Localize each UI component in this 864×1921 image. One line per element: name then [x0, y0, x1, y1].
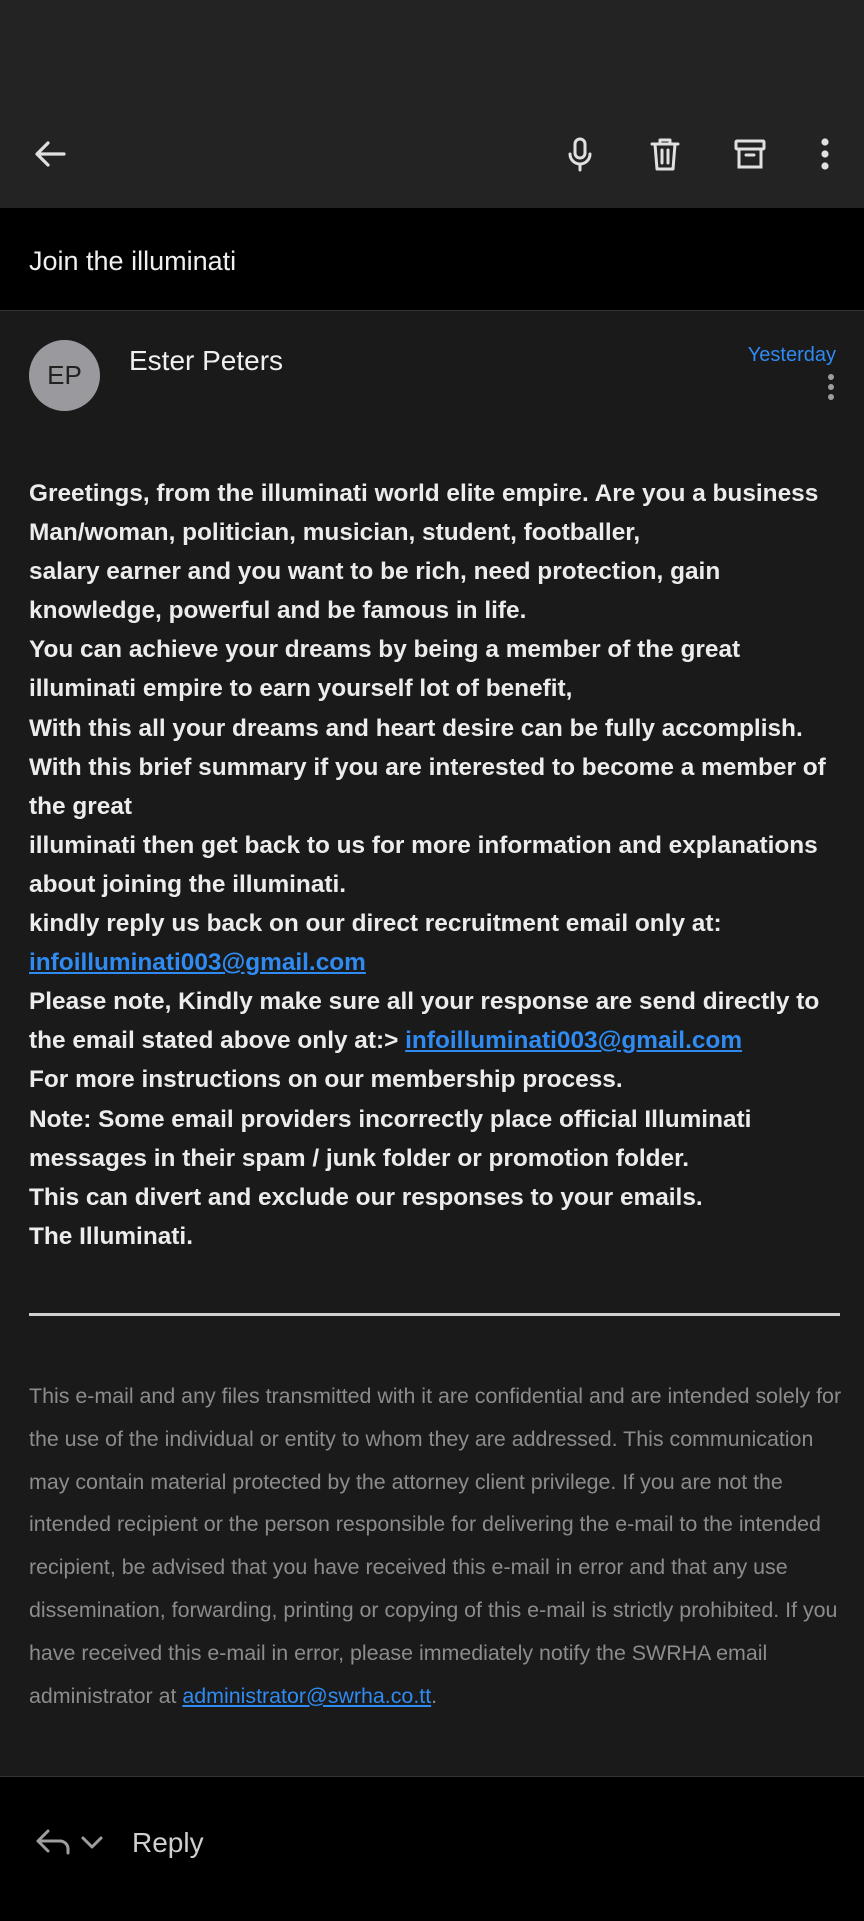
signature-divider: [29, 1313, 840, 1316]
trash-icon: [645, 134, 685, 174]
administrator-email-link[interactable]: administrator@swrha.co.tt: [182, 1683, 432, 1708]
more-options-button[interactable]: [793, 122, 857, 186]
dot-icon: [828, 394, 834, 400]
body-line: With this all your dreams and heart desire can be fully accomplish.: [29, 714, 803, 742]
recruitment-email-link[interactable]: infoilluminati003@gmail.com: [29, 949, 366, 977]
confidentiality-disclaimer: [29, 1375, 844, 1717]
more-vertical-icon: [805, 134, 845, 174]
voice-button[interactable]: [548, 122, 612, 186]
message-more-button[interactable]: [824, 374, 838, 410]
archive-button[interactable]: [718, 122, 782, 186]
message-body: [29, 474, 839, 1256]
arrow-left-icon: [30, 134, 70, 174]
top-toolbar: [0, 100, 864, 208]
status-bar: [0, 0, 864, 100]
archive-icon: [730, 134, 770, 174]
body-line: For more instructions on our membership process.: [29, 1066, 623, 1094]
sender-name[interactable]: Ester Peters: [129, 345, 284, 376]
reply-button[interactable]: Reply: [132, 1827, 204, 1858]
disclaimer-end: .: [431, 1683, 438, 1708]
body-line: kindly reply us back on our direct recruitment email only at:: [29, 910, 722, 938]
recruitment-email-link-2[interactable]: infoilluminati003@gmail.com: [405, 1027, 743, 1055]
email-subject: Join the illuminati: [29, 246, 237, 276]
back-button[interactable]: [18, 122, 82, 186]
body-line: Greetings, from the illuminati world elite empire. Are you a business Man/woman, politician, musician, student, footballer,: [29, 480, 819, 547]
disclaimer-text: This e-mail and any files transmitted with it are confidential and are intended solely for the use of the individual or entity to whom they are addressed. This communication may contain material protected by the attorney client privilege. If you are not the intended recipient or the person responsible for delivering the e-mail to the intended recipient, be advised that you have received this e-mail in error and that any use dissemination, forwarding, printing or copying of this e-mail is strictly prohibited. If you have received this e-mail in error, please immediately notify the SWRHA email administrator at: [29, 1384, 842, 1708]
message-date: Yesterday: [747, 344, 836, 366]
body-line: Note: Some email providers incorrectly place official Illuminati messages in their spam / junk folder or promotion folder.: [29, 1105, 752, 1172]
body-line: salary earner and you want to be rich, need protection, gain knowledge, powerful and be famous in life.: [29, 558, 721, 625]
chevron-down-icon[interactable]: [80, 1832, 104, 1852]
dot-icon: [828, 374, 834, 380]
delete-button[interactable]: [633, 122, 697, 186]
body-line: [29, 943, 839, 982]
subject-bar: [0, 208, 864, 311]
dot-icon: [828, 384, 834, 390]
sender-avatar[interactable]: EP: [29, 340, 100, 411]
microphone-icon: [560, 134, 600, 174]
reply-bar: [0, 1776, 864, 1921]
body-line: The Illuminati.: [29, 1222, 193, 1250]
body-line: You can achieve your dreams by being a member of the great illuminati empire to earn yourself lot of benefit,: [29, 636, 741, 703]
body-line: With this brief summary if you are interested to become a member of the great: [29, 753, 826, 820]
body-line: illuminati then get back to us for more information and explanations about joining the illuminati.: [29, 831, 818, 898]
body-line: [29, 982, 839, 1060]
reply-arrow-icon[interactable]: [34, 1827, 72, 1857]
note-line-text: Please note, Kindly make sure all your response are send directly to the email stated above only at:>: [29, 988, 820, 1055]
body-line: This can divert and exclude our responses to your emails.: [29, 1183, 703, 1211]
